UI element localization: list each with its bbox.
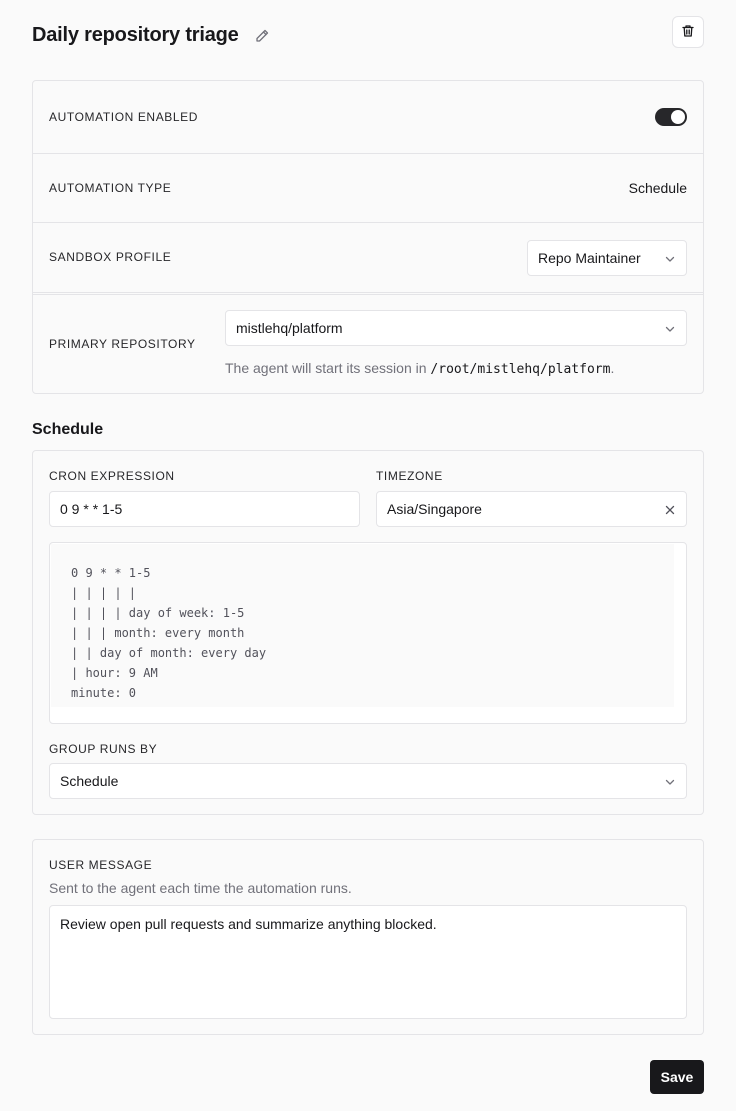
sandbox-profile-label: SANDBOX PROFILE — [49, 250, 172, 264]
cron-expression-input[interactable] — [49, 491, 360, 527]
automation-type-label: AUTOMATION TYPE — [49, 181, 172, 195]
chevron-down-icon — [664, 775, 676, 787]
primary-repository-select[interactable] — [225, 310, 687, 346]
timezone-label: TIMEZONE — [376, 469, 443, 483]
primary-repository-hint — [225, 360, 614, 377]
hint-suffix: . — [610, 360, 615, 376]
automation-enabled-toggle[interactable] — [655, 108, 687, 126]
delete-button[interactable] — [672, 16, 704, 48]
primary-repository-row — [33, 294, 703, 395]
timezone-value: Asia/Singapore — [387, 501, 482, 517]
cron-line: minute: 0 — [71, 686, 137, 700]
schedule-section-title: Schedule — [32, 421, 104, 438]
pencil-icon[interactable] — [254, 28, 270, 44]
schedule-card — [32, 450, 704, 815]
cron-line: | | | | day of week: 1-5 — [71, 606, 245, 620]
settings-card — [32, 80, 704, 394]
automation-enabled-row — [33, 81, 703, 154]
sandbox-profile-select[interactable] — [527, 240, 687, 276]
primary-repository-label: PRIMARY REPOSITORY — [49, 337, 196, 351]
timezone-input[interactable] — [376, 491, 687, 527]
cron-explanation-box[interactable] — [49, 542, 687, 724]
page-header — [32, 20, 704, 54]
cron-expression-label: CRON EXPRESSION — [49, 469, 175, 483]
cron-line: | | | | | — [71, 586, 137, 600]
automation-type-value: Schedule — [628, 180, 687, 196]
save-button[interactable]: Save — [650, 1060, 704, 1094]
cron-explanation-content — [51, 544, 674, 707]
user-message-label: USER MESSAGE — [49, 858, 153, 872]
hint-prefix: The agent will start its session in — [225, 360, 431, 376]
primary-repository-value: mistlehq/platform — [236, 320, 343, 336]
sandbox-profile-row — [33, 223, 703, 293]
cron-line: | | | month: every month — [71, 626, 245, 640]
chevron-down-icon — [664, 252, 676, 264]
group-runs-label: GROUP RUNS BY — [49, 742, 158, 756]
group-runs-value: Schedule — [60, 773, 119, 789]
clear-icon[interactable] — [664, 503, 676, 515]
toggle-knob — [671, 110, 685, 124]
sandbox-profile-value: Repo Maintainer — [538, 250, 641, 266]
cron-line: | hour: 9 AM — [71, 666, 158, 680]
automation-enabled-label: AUTOMATION ENABLED — [49, 110, 199, 124]
chevron-down-icon — [664, 322, 676, 334]
user-message-hint: Sent to the agent each time the automation runs. — [49, 880, 352, 896]
user-message-card — [32, 839, 704, 1035]
group-runs-select[interactable] — [49, 763, 687, 799]
cron-line: 0 9 * * 1-5 — [71, 566, 151, 580]
cron-expression-value: 0 9 * * 1-5 — [60, 501, 123, 517]
user-message-textarea[interactable] — [49, 905, 687, 1019]
hint-path: /root/mistlehq/platform — [430, 362, 611, 377]
page-title: Daily repository triage — [32, 24, 239, 46]
automation-type-row — [33, 154, 703, 223]
cron-line: | | day of month: every day — [71, 646, 267, 660]
trash-icon — [681, 24, 695, 41]
user-message-value: Review open pull requests and summarize anything blocked. — [60, 916, 437, 932]
